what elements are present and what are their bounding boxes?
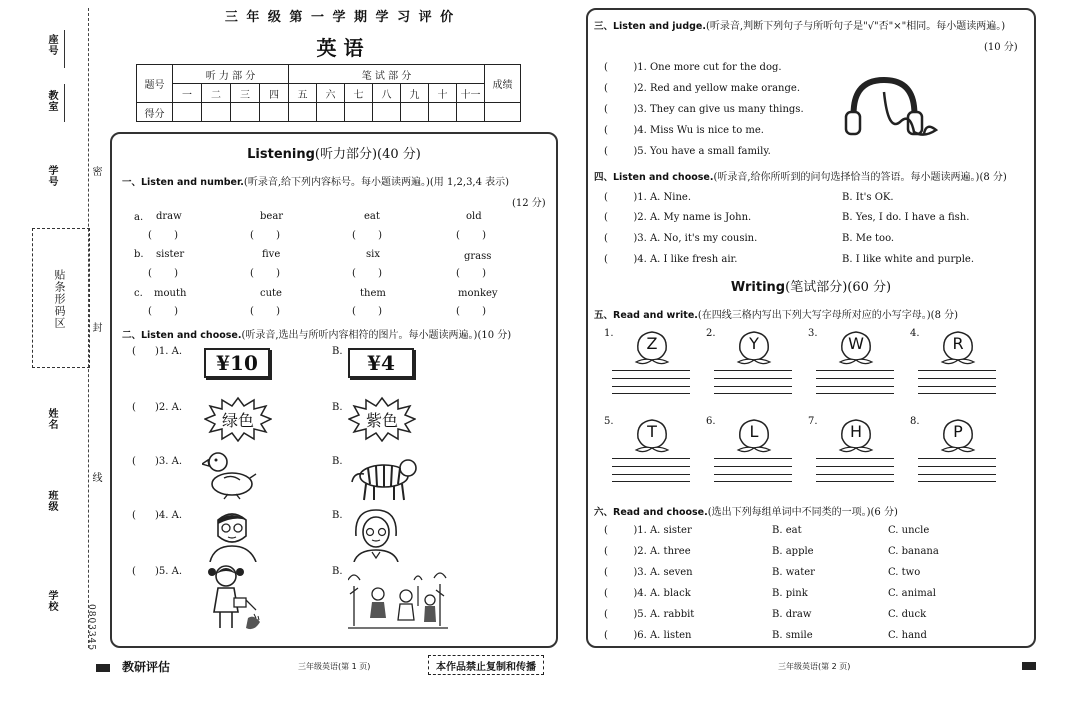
q2-item-4-label: )4. A. xyxy=(154,510,183,521)
q6-item-5-a: )5. A. rabbit xyxy=(633,609,695,620)
girl-watering-icon[interactable] xyxy=(204,562,262,636)
q6-item-2-c: C. banana xyxy=(888,546,939,557)
q4-header xyxy=(594,168,1007,183)
barcode-label: 贴条形码区 xyxy=(53,269,66,329)
q3-item-4[interactable]: ( )4. Miss Wu is nice to me. xyxy=(604,125,764,136)
word: sister xyxy=(156,249,185,260)
q1-label: 一、Listen and number. xyxy=(122,177,244,188)
q2-instr: (听录音,选出与所听内容相符的图片。每小题读两遍。)(10 分) xyxy=(241,330,512,341)
q3-item-3[interactable]: ( )3. They can give us many things. xyxy=(604,104,804,115)
answer-blank[interactable]: ( ) xyxy=(456,306,487,317)
q6-item-4-b: B. pink xyxy=(772,588,808,599)
q6-label: 六、Read and choose. xyxy=(594,507,708,518)
score-cell[interactable] xyxy=(345,103,373,122)
peach-icon xyxy=(632,416,672,454)
q6-item-3[interactable]: ( )3. A. seven xyxy=(604,567,693,578)
answer-blank[interactable]: ( ) xyxy=(148,230,179,241)
q6-item-5-c: C. duck xyxy=(888,609,927,620)
seal-xian: 线 xyxy=(90,472,101,483)
q6-instr: (选出下列每组单词中不同类的一项。)(6 分) xyxy=(707,507,898,518)
col-2: 二 xyxy=(202,84,231,103)
classroom-underline xyxy=(64,84,65,122)
writing-title-cn: (笔试部分)(60 分) xyxy=(785,280,892,295)
word: grass xyxy=(464,251,492,262)
school-label: 学校 xyxy=(46,590,57,612)
q4-item-1-b[interactable]: B. It's OK. xyxy=(842,192,894,203)
q3-item-2[interactable]: ( )2. Red and yellow make orange. xyxy=(604,83,800,94)
q2-item-3-number[interactable]: ( )3. A. xyxy=(132,456,183,467)
q3-item-3-text: )3. They can give us many things. xyxy=(633,104,804,115)
q4-item-2-b[interactable]: B. Yes, I do. I have a fish. xyxy=(842,212,970,223)
four-line-writing-grid[interactable] xyxy=(714,370,792,394)
score-cell[interactable] xyxy=(401,103,429,122)
duck-icon[interactable] xyxy=(202,448,258,500)
qnum-header: 题号 xyxy=(137,65,173,103)
man-with-glasses-icon[interactable] xyxy=(206,506,260,562)
score-cell[interactable] xyxy=(317,103,345,122)
peach-icon xyxy=(734,416,774,454)
col-6: 六 xyxy=(317,84,345,103)
q6-item-2-a: )2. A. three xyxy=(633,546,691,557)
q5-item-number: 6. xyxy=(706,416,716,427)
q4-item-1[interactable]: ( )1. A. Nine. xyxy=(604,192,692,203)
q5-item-number: 3. xyxy=(808,328,818,339)
score-cell[interactable] xyxy=(231,103,260,122)
seat-underline xyxy=(64,30,65,68)
word: old xyxy=(466,211,482,222)
four-line-writing-grid[interactable] xyxy=(918,370,996,394)
score-cell[interactable] xyxy=(485,103,521,122)
q4-item-4-b[interactable]: B. I like white and purple. xyxy=(842,254,975,265)
score-cell[interactable] xyxy=(202,103,231,122)
four-line-writing-grid[interactable] xyxy=(816,370,894,394)
q2-item-3-label: )3. A. xyxy=(154,456,183,467)
tiger-icon[interactable] xyxy=(350,452,420,502)
q3-item-1[interactable]: ( )1. One more cut for the dog. xyxy=(604,62,782,73)
q2-item-1-number[interactable]: ( )1. A. xyxy=(132,346,183,357)
word: five xyxy=(262,249,281,260)
registration-mark xyxy=(1022,662,1036,670)
barcode-area xyxy=(32,228,90,368)
q5-item-number: 4. xyxy=(910,328,920,339)
q1-row-c-letter: c. xyxy=(134,288,143,299)
answer-blank[interactable]: ( ) xyxy=(456,268,487,279)
q5-item-number: 1. xyxy=(604,328,614,339)
seal-feng: 封 xyxy=(90,322,101,333)
q3-item-5-text: )5. You have a small family. xyxy=(633,146,771,157)
q6-item-2[interactable]: ( )2. A. three xyxy=(604,546,691,557)
q4-item-3-b[interactable]: B. Me too. xyxy=(842,233,895,244)
q4-item-2[interactable]: ( )2. A. My name is John. xyxy=(604,212,752,223)
q2-item-2-label: )2. A. xyxy=(154,402,183,413)
capital-letter: R xyxy=(952,334,964,353)
q3-label: 三、Listen and judge. xyxy=(594,21,706,32)
q5-label: 五、Read and write. xyxy=(594,310,698,321)
four-line-writing-grid[interactable] xyxy=(612,458,690,482)
score-table xyxy=(136,64,521,122)
q4-item-3-a: )3. A. No, it's my cousin. xyxy=(633,233,758,244)
q6-item-3-b: B. water xyxy=(772,567,815,578)
q4-instr: (听录音,给你所听到的问句选择恰当的答语。每小题读两遍。)(8 分) xyxy=(713,172,1007,183)
word: draw xyxy=(156,211,182,222)
peach-icon xyxy=(938,416,978,454)
q4-item-2-a: )2. A. My name is John. xyxy=(633,212,752,223)
q6-item-2-b: B. apple xyxy=(772,546,814,557)
score-cell[interactable] xyxy=(289,103,317,122)
q4-item-3[interactable]: ( )3. A. No, it's my cousin. xyxy=(604,233,758,244)
footer-page-2: 三年级英语(第 2 页) xyxy=(778,662,851,671)
q6-item-3-c: C. two xyxy=(888,567,921,578)
answer-blank[interactable]: ( ) xyxy=(250,230,281,241)
headphones-icon xyxy=(844,72,944,140)
q2-label: 二、Listen and choose. xyxy=(122,330,242,341)
q6-item-6[interactable]: ( )6. A. listen xyxy=(604,630,692,641)
capital-letter: W xyxy=(848,334,864,353)
classroom-label: 教室 xyxy=(46,90,57,112)
capital-letter: Z xyxy=(646,334,658,353)
answer-blank[interactable]: ( ) xyxy=(250,306,281,317)
q2-item-1-label: )1. A. xyxy=(154,346,183,357)
writing-header: 笔 试 部 分 xyxy=(289,65,485,84)
q2-item-4-b-label: B. xyxy=(332,510,343,521)
q4-item-1-a: )1. A. Nine. xyxy=(633,192,692,203)
seal-mi: 密 xyxy=(90,166,101,177)
col-11: 十一 xyxy=(457,84,485,103)
peach-icon xyxy=(836,328,876,366)
q6-item-6-c: C. hand xyxy=(888,630,927,641)
q6-item-6-b: B. smile xyxy=(772,630,813,641)
score-cell[interactable] xyxy=(173,103,202,122)
q2-item-1-b-label: B. xyxy=(332,346,343,357)
score-cell[interactable] xyxy=(457,103,485,122)
col-10: 十 xyxy=(429,84,457,103)
q2-item-2-color-a[interactable] xyxy=(204,396,272,442)
q2-item-1-price-b[interactable]: ¥4 xyxy=(348,348,414,378)
class-label: 班级 xyxy=(46,490,57,512)
listening-header: 听 力 部 分 xyxy=(173,65,289,84)
color-purple-text: 紫色 xyxy=(365,410,398,430)
listening-heading xyxy=(110,143,558,162)
q6-item-6-a: )6. A. listen xyxy=(633,630,692,641)
name-label: 姓名 xyxy=(46,408,57,430)
four-line-writing-grid[interactable] xyxy=(816,458,894,482)
writing-title: Writing xyxy=(730,280,786,295)
q6-item-1[interactable]: ( )1. A. sister xyxy=(604,525,692,536)
q2-header xyxy=(122,326,511,341)
capital-letter: T xyxy=(647,422,657,441)
q4-label: 四、Listen and choose. xyxy=(594,172,714,183)
capital-letter: Y xyxy=(749,334,759,353)
four-line-writing-grid[interactable] xyxy=(714,458,792,482)
four-line-writing-grid[interactable] xyxy=(918,458,996,482)
q6-item-1-b: B. eat xyxy=(772,525,802,536)
answer-blank[interactable]: ( ) xyxy=(352,306,383,317)
q2-item-3-b-label: B. xyxy=(332,456,343,467)
q6-item-3-a: )3. A. seven xyxy=(633,567,693,578)
q3-item-2-text: )2. Red and yellow make orange. xyxy=(633,83,800,94)
answer-blank[interactable]: ( ) xyxy=(148,306,179,317)
q2-item-5-label: )5. A. xyxy=(154,566,183,577)
col-5: 五 xyxy=(289,84,317,103)
q5-header xyxy=(594,306,958,321)
q2-item-5-b-label: B. xyxy=(332,566,343,577)
q1-header xyxy=(122,173,509,188)
q3-item-4-text: )4. Miss Wu is nice to me. xyxy=(633,125,764,136)
capital-letter: L xyxy=(749,422,759,441)
q6-item-5[interactable]: ( )5. A. rabbit xyxy=(604,609,695,620)
q6-item-4[interactable]: ( )4. A. black xyxy=(604,588,691,599)
q2-item-2-b-label: B. xyxy=(332,402,343,413)
word: six xyxy=(366,249,380,260)
q6-item-4-a: )4. A. black xyxy=(633,588,691,599)
copyright-notice: 本作品禁止复制和传播 xyxy=(428,655,544,675)
total-header: 成绩 xyxy=(485,65,521,103)
col-1: 一 xyxy=(173,84,202,103)
q5-item-number: 8. xyxy=(910,416,920,427)
q3-score: (10 分) xyxy=(984,42,1018,53)
woman-with-glasses-icon[interactable] xyxy=(348,506,404,562)
color-green-text: 绿色 xyxy=(221,410,254,430)
q2-item-5-number[interactable]: ( )5. A. xyxy=(132,566,183,577)
answer-blank[interactable]: ( ) xyxy=(148,268,179,279)
q6-header xyxy=(594,503,898,518)
answer-blank[interactable]: ( ) xyxy=(352,230,383,241)
q6-item-1-c: C. uncle xyxy=(888,525,930,536)
capital-letter: H xyxy=(849,422,863,441)
q4-item-4-a: )4. A. I like fresh air. xyxy=(633,254,738,265)
four-line-writing-grid[interactable] xyxy=(612,370,690,394)
capital-letter: P xyxy=(953,422,963,441)
writing-heading xyxy=(586,276,1036,295)
col-9: 九 xyxy=(401,84,429,103)
q2-item-2-number[interactable]: ( )2. A. xyxy=(132,402,183,413)
word: bear xyxy=(260,211,284,222)
col-4: 四 xyxy=(260,84,289,103)
col-8: 八 xyxy=(373,84,401,103)
subject-title: 英 语 xyxy=(316,36,364,60)
q3-item-5[interactable]: ( )5. You have a small family. xyxy=(604,146,771,157)
q5-item-number: 7. xyxy=(808,416,818,427)
q1-row-b-letter: b. xyxy=(134,249,144,260)
q6-item-4-c: C. animal xyxy=(888,588,936,599)
peach-icon xyxy=(836,416,876,454)
word: cute xyxy=(260,288,282,299)
peach-icon xyxy=(734,328,774,366)
q5-item-number: 5. xyxy=(604,416,614,427)
footer-page-1: 三年级英语(第 1 页) xyxy=(298,662,371,671)
q1-row-a-letter: a. xyxy=(134,212,144,223)
score-row-label: 得分 xyxy=(137,103,173,122)
q2-item-2-color-b[interactable] xyxy=(348,396,416,442)
q1-score: (12 分) xyxy=(512,198,546,209)
score-cell[interactable] xyxy=(260,103,289,122)
answer-blank[interactable]: ( ) xyxy=(456,230,487,241)
col-3: 三 xyxy=(231,84,260,103)
listening-title-cn: (听力部分)(40 分) xyxy=(314,147,421,162)
answer-blank[interactable]: ( ) xyxy=(250,268,281,279)
word: mouth xyxy=(154,288,187,299)
student-id-label: 学号 xyxy=(46,165,57,187)
score-cell[interactable] xyxy=(429,103,457,122)
serial-code: 0803345 xyxy=(86,604,96,652)
listening-title: Listening xyxy=(247,147,315,162)
answer-blank[interactable]: ( ) xyxy=(352,268,383,279)
seat-label: 座号 xyxy=(46,34,57,56)
score-cell[interactable] xyxy=(373,103,401,122)
peach-icon xyxy=(632,328,672,366)
word: them xyxy=(360,288,386,299)
registration-mark xyxy=(96,664,110,672)
children-planting-icon[interactable] xyxy=(348,566,448,632)
q5-item-number: 2. xyxy=(706,328,716,339)
q2-item-1-price-a[interactable]: ¥10 xyxy=(204,348,270,378)
q5-instr: (在四线三格内写出下列大写字母所对应的小写字母。)(8 分) xyxy=(697,310,959,321)
q6-item-1-a: )1. A. sister xyxy=(633,525,692,536)
q3-item-1-text: )1. One more cut for the dog. xyxy=(633,62,782,73)
q2-item-4-number[interactable]: ( )4. A. xyxy=(132,510,183,521)
peach-icon xyxy=(938,328,978,366)
q3-instr: (听录音,判断下列句子与所听句子是"√"否"×"相同。每小题读两遍。) xyxy=(705,21,1006,32)
q4-item-4[interactable]: ( )4. A. I like fresh air. xyxy=(604,254,738,265)
exam-title: 三 年 级 第 一 学 期 学 习 评 价 xyxy=(224,10,456,25)
word: eat xyxy=(364,211,380,222)
col-7: 七 xyxy=(345,84,373,103)
q6-item-5-b: B. draw xyxy=(772,609,812,620)
footer-brand: 教研评估 xyxy=(122,660,171,674)
q3-header xyxy=(594,17,1005,32)
word: monkey xyxy=(458,288,498,299)
q1-instr: (听录音,给下列内容标号。每小题读两遍。)(用 1,2,3,4 表示) xyxy=(243,177,510,188)
